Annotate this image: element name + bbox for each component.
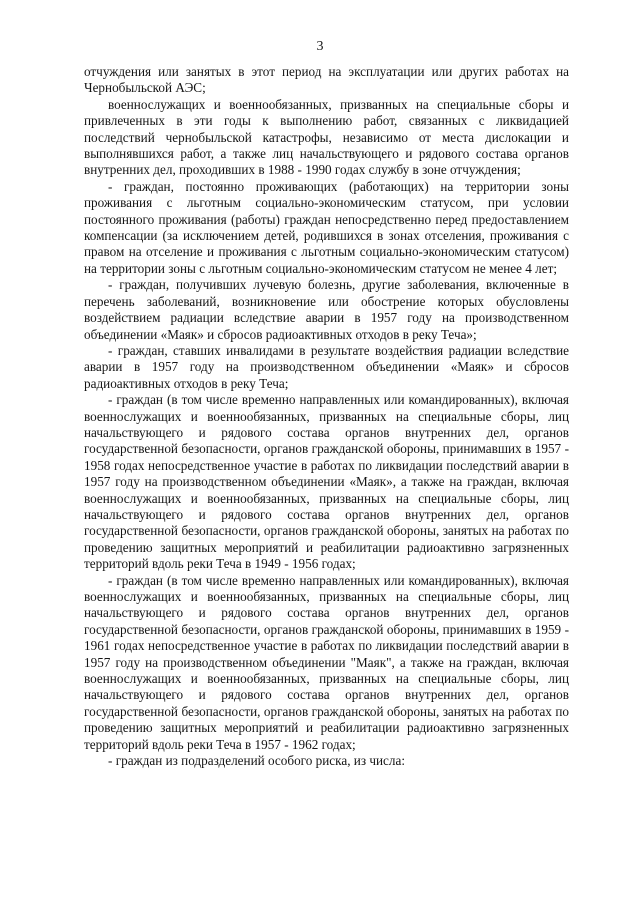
document-body — [84, 64, 569, 769]
paragraph-military-servicemen: военнослужащих и военнообязанных, призванных на специальные сборы и привлеченных в эти годы к выполнению работ, связанных с ликвидацией последствий чернобыльской катастрофы, независимо от места дислокации и выполнявшихся работ, а также лиц начальствующего и рядового состава органов внутренних дел, проходивших в 1988 - 1990 годах службу в зоне отчуждения; — [84, 96, 569, 178]
paragraph-liquidators-1959-1961: - граждан (в том числе временно направленных или командированных), включая военнослужащих и военнообязанных, призванных на специальные сборы, лиц начальствующего и рядового состава органов внутренних дел, органов государственной безопасности, органов гражданской обороны, принимавших в 1959 - 1961 годах непосредственное участие в работах по ликвидации последствий аварии в 1957 году на производственном объединении "Маяк", а также на граждан, включая военнослужащих и военнообязанных, призванных на специальные сборы, лиц начальствующего и рядового состава органов внутренних дел, органов государственной безопасности, органов гражданской обороны, занятых на работах по проведению защитных мероприятий и реабилитации радиоактивно загрязненных территорий вдоль реки Теча в 1957 - 1962 годах; — [84, 572, 569, 752]
paragraph-liquidators-1957-1958: - граждан (в том числе временно направленных или командированных), включая военнослужащих и военнообязанных, призванных на специальные сборы, лиц начальствующего и рядового состава органов внутренних дел, органов государственной безопасности, органов гражданской обороны, принимавших в 1957 - 1958 годах непосредственное участие в работах по ликвидации последствий аварии в 1957 году на производственном объединении «Маяк», а также на граждан, включая военнослужащих и военнообязанных, призванных на специальные сборы, лиц начальствующего и рядового состава органов внутренних дел, органов государственной безопасности, органов гражданской обороны, занятых на работах по проведению защитных мероприятий и реабилитации радиоактивно загрязненных территорий вдоль реки Теча в 1949 - 1956 годах; — [84, 392, 569, 572]
paragraph-radiation-sickness: - граждан, получивших лучевую болезнь, другие заболевания, включенные в перечень заболеваний, возникновение или обострение которых обусловлены воздействием радиации вследствие аварии в 1957 году на производственном объединении «Маяк» и сбросов радиоактивных отходов в реку Теча»; — [84, 277, 569, 342]
paragraph-special-risk-units: - граждан из подразделений особого риска, из числа: — [108, 753, 406, 769]
paragraph-continuation: отчуждения или занятых в этот период на эксплуатации или других работах на Чернобыльской АЭС; — [84, 64, 569, 96]
page-number: 3 — [316, 39, 324, 54]
paragraph-residents-preferential-zone: - граждан, постоянно проживающих (работающих) на территории зоны проживания с льготным социально-экономическим статусом, при условии постоянного проживания (работы) граждан непосредственно перед предоставлением компенсации (за исключением детей, родившихся в зонах отселения, проживания с правом на отселение и проживания с льготным социально-экономическим статусом) на территории зоны с льготным социально-экономическим статусом не менее 4 лет; — [84, 178, 569, 276]
paragraph-disabled-by-radiation: - граждан, ставших инвалидами в результате воздействия радиации вследствие аварии в 1957 году на производственном объединении «Маяк» и сбросов радиоактивных отходов в реку Теча; — [84, 342, 569, 391]
